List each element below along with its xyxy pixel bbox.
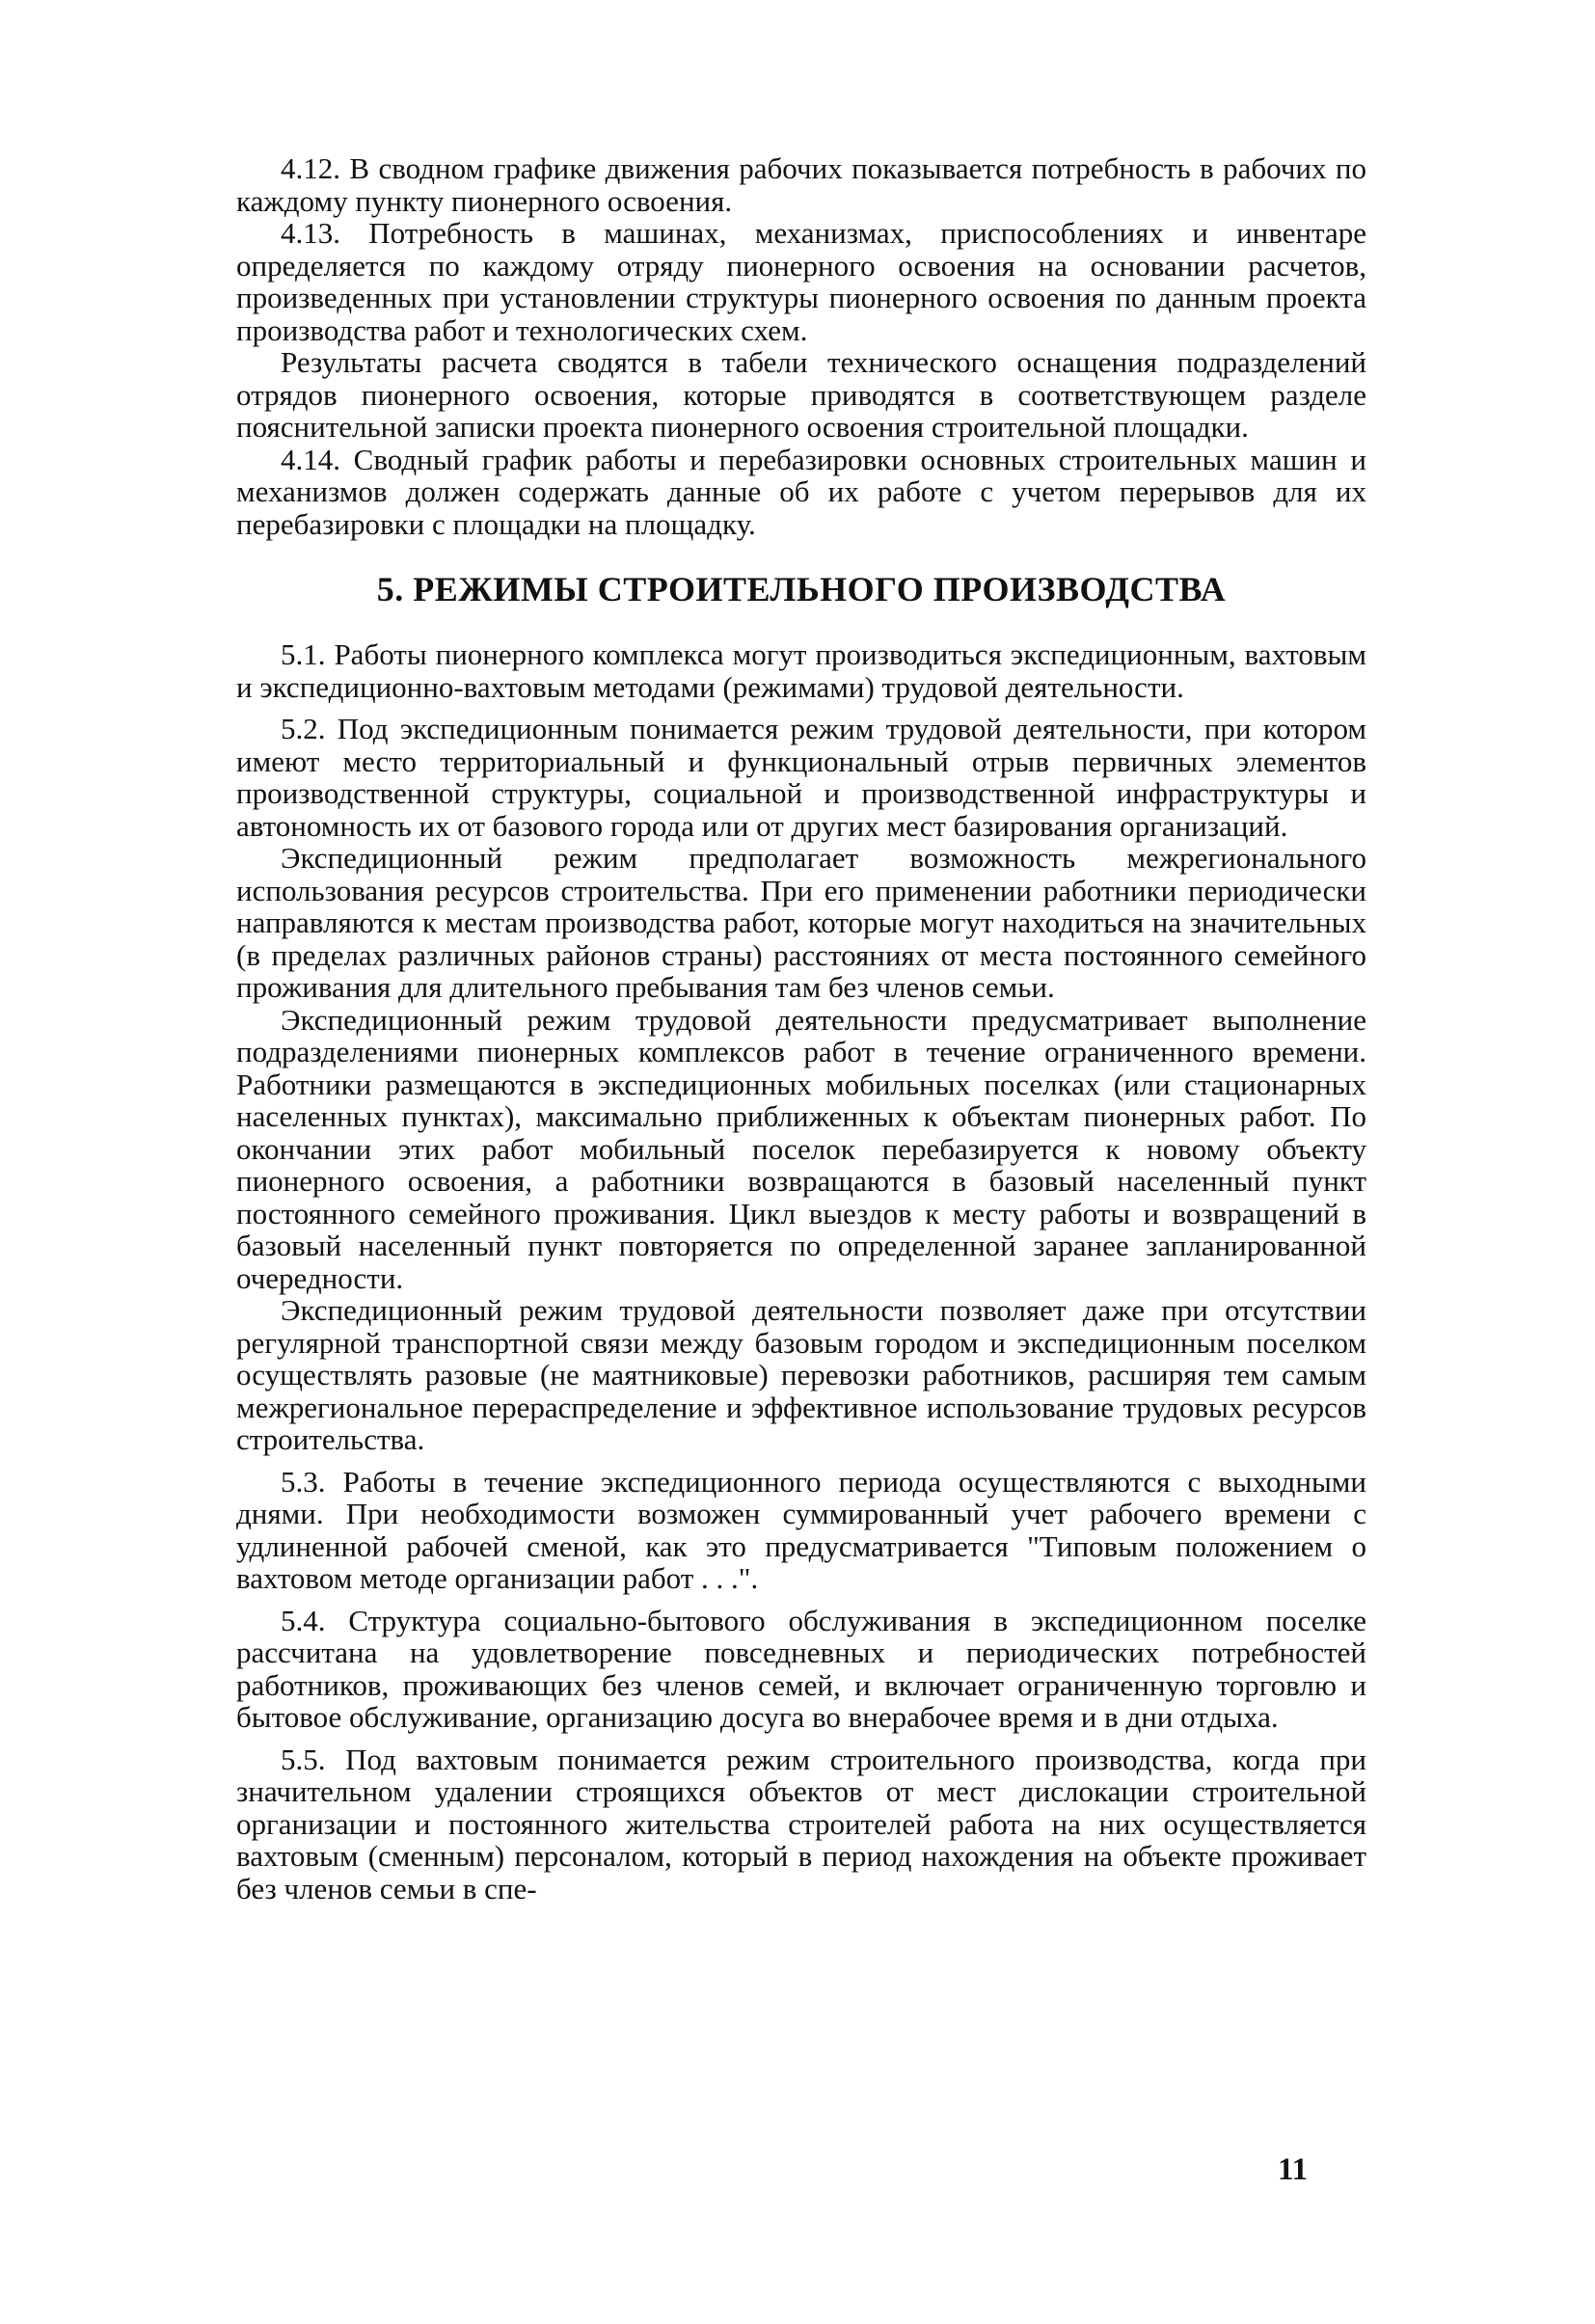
paragraph-5-4: 5.4. Структура социально-бытового обслуживания в экспедиционном поселке рассчитана на удовлетворение повседневных и периодических потребностей работников, проживающих без членов семей, и включает ограниченную торговлю и бытовое обслуживание, организацию досуга во внерабочее время и в дни отдыха.	[236, 1603, 1366, 1734]
paragraph-5-2-transport: Экспедиционный режим трудовой деятельности позволяет даже при отсутствии регулярной транспортной связи между базовым городом и экспедиционным поселком осуществлять разовые (не маятниковые) перевозки работников, расширяя тем самым межрегиональное перераспределение и эффективное использование трудовых ресурсов строительства.	[236, 1293, 1366, 1456]
paragraph-5-5: 5.5. Под вахтовым понимается режим строительного производства, когда при значительном удалении строящихся объектов от мест дислокации строительной организации и постоянного жительства строителей работа на них осуществляется вахтовым (сменным) персоналом, который в период нахождения на объекте проживает без членов семьи в спе-	[236, 1742, 1366, 1905]
paragraph-5-2: 5.2. Под экспедиционным понимается режим трудовой деятельности, при котором имеют место территориальный и функциональный отрыв первичных элементов производственной структуры, социальной и производственной инфраструктуры и автономность их от базового города или от других мест базирования организаций.	[236, 712, 1366, 843]
paragraph-4-13: 4.13. Потребность в машинах, механизмах, приспособлениях и инвентаре определяется по каждому отряду пионерного освоения на основании расчетов, произведенных при установлении структуры пионерного освоения по данным проекта производства работ и технологических схем.	[236, 216, 1366, 347]
paragraph-5-1: 5.1. Работы пионерного комплекса могут производиться экспедиционным, вахтовым и экспедиционно-вахтовым методами (режимами) трудовой деятельности.	[236, 637, 1366, 704]
paragraph-4-14: 4.14. Сводный график работы и перебазировки основных строительных машин и механизмов должен содержать данные об их работе с учетом перерывов для их перебазировки с площадки на площадку.	[236, 442, 1366, 541]
paragraph-4-13-results: Результаты расчета сводятся в табели технического оснащения подразделений отрядов пионерного освоения, которые приводятся в соответствующем разделе пояснительной записки проекта пионерного освоения строительной площадки.	[236, 345, 1366, 444]
paragraph-4-12: 4.12. В сводном графике движения рабочих показывается потребность в рабочих по каждому пункту пионерного освоения.	[236, 151, 1366, 218]
paragraph-5-3: 5.3. Работы в течение экспедиционного периода осуществляются с выходными днями. При необходимости возможен суммированный учет рабочего времени с удлиненной рабочей сменой, как это предусматривается "Типовым положением о вахтовом методе организации работ . . .".	[236, 1464, 1366, 1595]
paragraph-5-2-work-activity: Экспедиционный режим трудовой деятельности предусматривает выполнение подразделениями пионерных комплексов работ в течение ограниченного времени. Работники размещаются в экспедиционных мобильных поселках (или стационарных населенных пунктах), максимально приближенных к объектам пионерных работ. По окончании этих работ мобильный поселок перебазируется к новому объекту пионерного освоения, а работники возвращаются в базовый населенный пункт постоянного семейного проживания. Цикл выездов к месту работы и возвращений в базовый населенный пункт повторяется по определенной заранее запланированной очередности.	[236, 1002, 1366, 1295]
document-page	[236, 152, 1366, 2206]
page-number: 11	[1278, 2152, 1309, 2187]
paragraph-5-2-expedition-mode: Экспедиционный режим предполагает возможность межрегионального использования ресурсов строительства. При его применении работники периодически направляются к местам производства работ, которые могут находиться на значительных (в пределах различных районов страны) расстояниях от места постоянного семейного проживания для длительного пребывания там без членов семьи.	[236, 841, 1366, 1004]
section-heading: 5. РЕЖИМЫ СТРОИТЕЛЬНОГО ПРОИЗВОДСТВА	[376, 570, 1227, 608]
